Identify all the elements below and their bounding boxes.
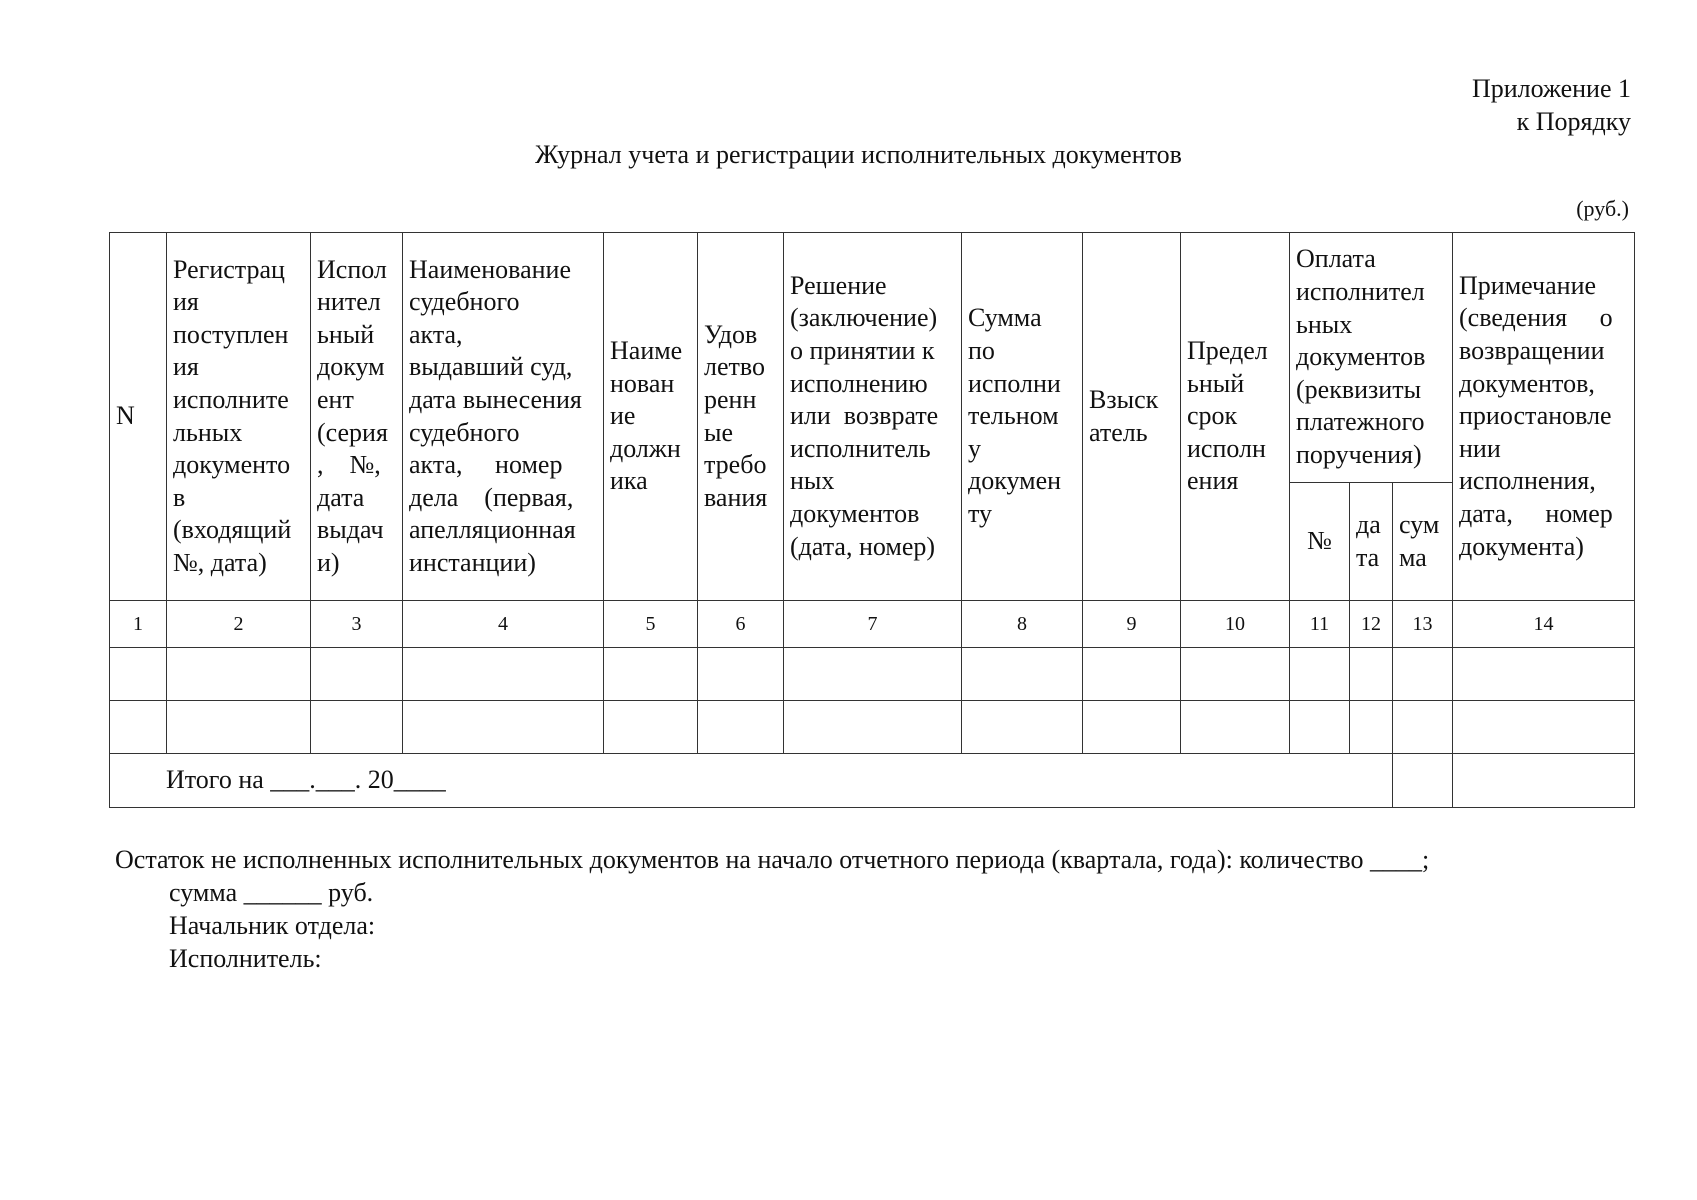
executor-line: Исполнитель: bbox=[169, 944, 322, 973]
column-number-cell: 6 bbox=[698, 601, 784, 648]
table-cell bbox=[110, 701, 167, 754]
header-text-line: ие bbox=[610, 401, 636, 431]
table-cell bbox=[1453, 648, 1635, 701]
table-cell bbox=[962, 701, 1083, 754]
header-text-line: выдач bbox=[317, 515, 384, 545]
remaining-documents-line: Остаток не исполненных исполнительных документов на начало отчетного периода (квартала, года): количество ____; bbox=[115, 845, 1430, 874]
column-number-cell: 10 bbox=[1181, 601, 1290, 648]
table-cell bbox=[1393, 648, 1453, 701]
appendix-line-2: к Порядку bbox=[1516, 107, 1631, 136]
appendix-line-1: Приложение 1 bbox=[1471, 74, 1631, 103]
header-text-line: ту bbox=[968, 498, 993, 528]
header-text-line: Испол bbox=[317, 254, 387, 284]
header-text-line: платежного bbox=[1296, 407, 1425, 437]
header-text-line: докум bbox=[317, 352, 385, 382]
header-text-line: (входящий bbox=[173, 515, 292, 545]
header-text-line: Наименование bbox=[409, 254, 571, 284]
footer-block bbox=[115, 843, 1429, 975]
table-cell bbox=[604, 648, 698, 701]
header-text-line: Регистрац bbox=[173, 254, 285, 284]
header-text-line: (дата, номер) bbox=[790, 531, 936, 561]
table-cell bbox=[1350, 648, 1393, 701]
header-text-line: апелляционная bbox=[409, 515, 576, 545]
table-cell bbox=[698, 648, 784, 701]
header-text-line: , №, bbox=[317, 450, 381, 480]
header-text-line: должн bbox=[610, 433, 681, 463]
header-text-line: инстанции) bbox=[409, 547, 536, 577]
table-cell bbox=[784, 701, 962, 754]
total-label: Итого на ___.___. 20____ bbox=[110, 754, 1393, 808]
table-cell bbox=[1181, 648, 1290, 701]
table-cell bbox=[1290, 648, 1350, 701]
header-text-line: или возврате bbox=[790, 401, 939, 431]
column-number-cell: 3 bbox=[311, 601, 403, 648]
header-amount bbox=[962, 233, 1083, 601]
header-text-line: акта, номер bbox=[409, 450, 563, 480]
header-text-line: Предел bbox=[1187, 336, 1268, 366]
table-cell bbox=[1083, 648, 1181, 701]
header-text-line: дата bbox=[317, 482, 365, 512]
header-text-line: у bbox=[968, 433, 981, 463]
table-cell bbox=[1181, 701, 1290, 754]
table-cell bbox=[311, 648, 403, 701]
table-cell bbox=[698, 701, 784, 754]
header-text-line: ент bbox=[317, 384, 354, 414]
header-text-line: срок bbox=[1187, 401, 1238, 431]
header-text-line: атель bbox=[1089, 417, 1148, 447]
header-text-line: ения bbox=[1187, 466, 1239, 496]
table-cell bbox=[403, 648, 604, 701]
header-text-line: акта, bbox=[409, 319, 463, 349]
header-note bbox=[1453, 233, 1635, 601]
header-satisfied-claims bbox=[698, 233, 784, 601]
header-text-line: и) bbox=[317, 547, 340, 577]
header-text-line: № bbox=[1307, 526, 1332, 556]
header-text-line: ия bbox=[173, 352, 199, 382]
header-text-line: (заключение) bbox=[790, 303, 938, 333]
header-text-line: документов, bbox=[1459, 368, 1595, 398]
header-decision bbox=[784, 233, 962, 601]
header-text-line: документов bbox=[790, 498, 920, 528]
header-text-line: по bbox=[968, 336, 995, 366]
header-text-line: ьный bbox=[1187, 368, 1245, 398]
table-cell bbox=[604, 701, 698, 754]
header-text-line: приостановле bbox=[1459, 401, 1612, 431]
journal-table bbox=[109, 232, 1635, 808]
header-text-line: документо bbox=[173, 450, 291, 480]
header-text-line: нован bbox=[610, 368, 675, 398]
header-text-line: ика bbox=[610, 466, 648, 496]
header-payment bbox=[1290, 233, 1453, 483]
header-text-line: Оплата bbox=[1296, 244, 1376, 274]
header-text-line: Наиме bbox=[610, 336, 683, 366]
header-text-line: (реквизиты bbox=[1296, 374, 1422, 404]
header-text-line: Взыск bbox=[1089, 384, 1159, 414]
header-text-line: исполни bbox=[968, 368, 1061, 398]
column-number-cell: 2 bbox=[167, 601, 311, 648]
header-debtor-name bbox=[604, 233, 698, 601]
header-text-line: летво bbox=[704, 352, 765, 382]
header-payment-number bbox=[1290, 483, 1350, 601]
header-text-line: поручения) bbox=[1296, 439, 1422, 469]
table-cell bbox=[311, 701, 403, 754]
header-text-line: документа) bbox=[1459, 531, 1584, 561]
column-number-cell: 8 bbox=[962, 601, 1083, 648]
table-cell bbox=[167, 648, 311, 701]
header-text-line: Примечание bbox=[1459, 270, 1597, 300]
column-number-cell: 9 bbox=[1083, 601, 1181, 648]
column-number-cell: 7 bbox=[784, 601, 962, 648]
header-text-line: нител bbox=[317, 287, 381, 317]
header-text-line: вания bbox=[704, 482, 768, 512]
column-number-cell: 5 bbox=[604, 601, 698, 648]
header-text-line: Решение bbox=[790, 270, 887, 300]
table-cell bbox=[784, 648, 962, 701]
table-cell bbox=[1350, 701, 1393, 754]
header-text-line: ьный bbox=[317, 319, 375, 349]
header-text-line: да bbox=[1356, 509, 1381, 539]
header-text-line: о принятии к bbox=[790, 336, 935, 366]
header-text-line: N bbox=[116, 401, 135, 431]
header-text-line: ренн bbox=[704, 384, 757, 414]
header-registration bbox=[167, 233, 311, 601]
table-cell bbox=[962, 648, 1083, 701]
header-text-line: исполнител bbox=[1296, 277, 1425, 307]
table-cell bbox=[1290, 701, 1350, 754]
header-text-line: ия bbox=[173, 287, 199, 317]
header-text-line: ных bbox=[790, 466, 835, 496]
header-text-line: судебного bbox=[409, 287, 520, 317]
column-number-cell: 11 bbox=[1290, 601, 1350, 648]
header-text-line: дата, номер bbox=[1459, 498, 1613, 528]
column-number-cell: 13 bbox=[1393, 601, 1453, 648]
header-text-line: исполните bbox=[173, 384, 289, 414]
total-note-cell bbox=[1453, 754, 1635, 808]
header-text-line: дата вынесения bbox=[409, 384, 582, 414]
header-text-line: исполнения, bbox=[1459, 466, 1596, 496]
header-number bbox=[110, 233, 167, 601]
header-claimant bbox=[1083, 233, 1181, 601]
table-cell bbox=[167, 701, 311, 754]
header-text-line: та bbox=[1356, 542, 1380, 572]
header-text-line: ые bbox=[704, 417, 734, 447]
table-cell bbox=[403, 701, 604, 754]
header-text-line: в bbox=[173, 482, 186, 512]
header-text-line: возвращении bbox=[1459, 336, 1605, 366]
header-text-line: докумен bbox=[968, 466, 1062, 496]
total-row bbox=[110, 754, 1635, 808]
header-text-line: ьных bbox=[1296, 309, 1353, 339]
header-text-line: выдавший суд, bbox=[409, 352, 573, 382]
header-text-line: ма bbox=[1399, 542, 1427, 572]
header-payment-date bbox=[1350, 483, 1393, 601]
header-payment-sum bbox=[1393, 483, 1453, 601]
header-text-line: льных bbox=[173, 417, 243, 447]
header-text-line: исполнитель bbox=[790, 433, 931, 463]
header-text-line: Сумма bbox=[968, 303, 1042, 333]
remaining-sum-line: сумма ______ руб. bbox=[169, 878, 374, 907]
header-text-line: исполнению bbox=[790, 368, 928, 398]
column-numbers-row bbox=[110, 601, 1635, 648]
header-text-line: поступлен bbox=[173, 319, 289, 349]
header-text-line: требо bbox=[704, 450, 767, 480]
table-cell bbox=[110, 648, 167, 701]
header-text-line: дела (первая, bbox=[409, 482, 574, 512]
column-number-cell: 4 bbox=[403, 601, 604, 648]
column-number-cell: 12 bbox=[1350, 601, 1393, 648]
header-executive-document bbox=[311, 233, 403, 601]
appendix-label bbox=[1472, 72, 1631, 138]
header-text-line: (сведения о bbox=[1459, 303, 1613, 333]
table-cell bbox=[1453, 701, 1635, 754]
header-text-line: нии bbox=[1459, 433, 1501, 463]
document-title: Журнал учета и регистрации исполнительных документов bbox=[535, 140, 1182, 169]
column-number-cell: 1 bbox=[110, 601, 167, 648]
header-text-line: документов bbox=[1296, 342, 1426, 372]
header-text-line: судебного bbox=[409, 417, 520, 447]
header-text-line: (серия bbox=[317, 417, 388, 447]
header-text-line: тельном bbox=[968, 401, 1059, 431]
header-text-line: №, дата) bbox=[173, 547, 267, 577]
header-text-line: исполн bbox=[1187, 433, 1266, 463]
header-text-line: сум bbox=[1399, 509, 1440, 539]
table-cell bbox=[1083, 701, 1181, 754]
table-row bbox=[110, 648, 1635, 701]
department-head-line: Начальник отдела: bbox=[169, 911, 376, 940]
table-row bbox=[110, 701, 1635, 754]
table-cell bbox=[1393, 701, 1453, 754]
header-deadline bbox=[1181, 233, 1290, 601]
column-number-cell: 14 bbox=[1453, 601, 1635, 648]
currency-unit: (руб.) bbox=[1576, 196, 1629, 221]
header-text-line: Удов bbox=[704, 319, 758, 349]
total-sum-cell bbox=[1393, 754, 1453, 808]
header-court-act bbox=[403, 233, 604, 601]
